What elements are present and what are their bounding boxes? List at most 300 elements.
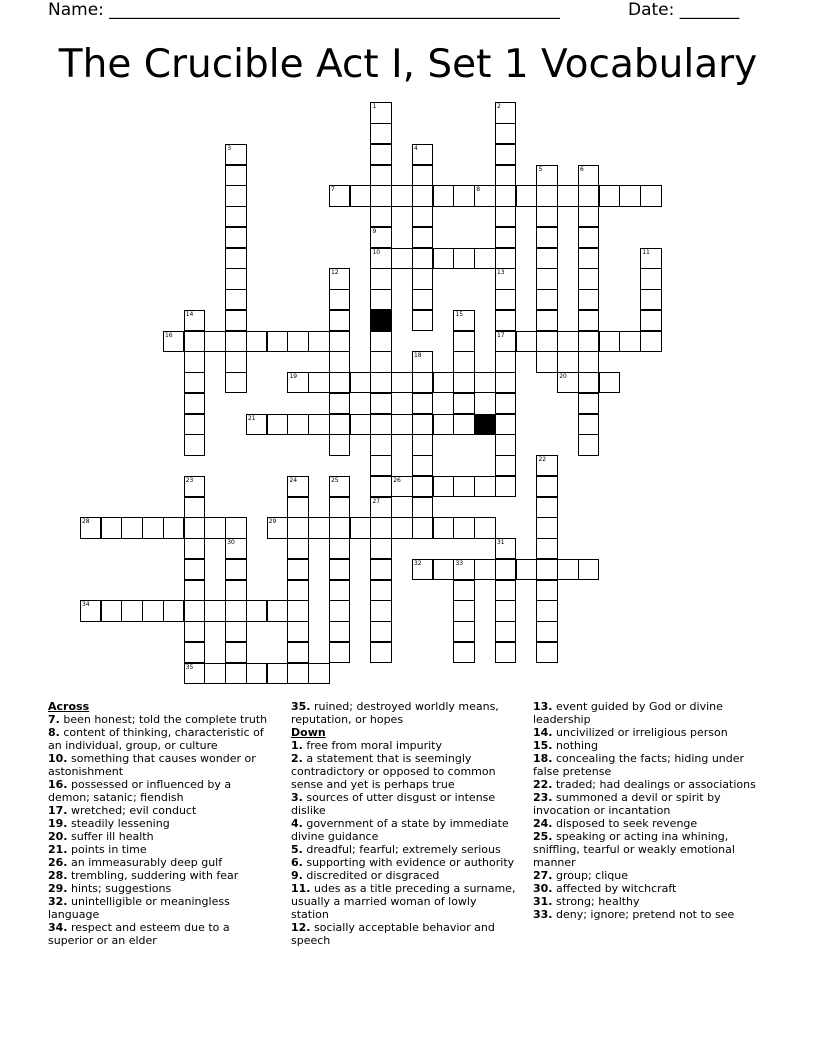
grid-cell[interactable] [453,517,474,538]
grid-cell[interactable] [495,393,516,414]
clue-item [291,921,517,947]
grid-cell[interactable] [225,517,246,538]
grid-cell[interactable] [495,144,516,165]
grid-cell[interactable] [433,517,454,538]
grid-cell[interactable] [578,227,599,248]
grid-cell[interactable] [495,372,516,393]
grid-cell[interactable] [184,642,205,663]
grid-cell[interactable] [308,663,329,684]
grid-cell[interactable] [474,517,495,538]
grid-cell[interactable] [370,580,391,601]
grid-cell[interactable] [370,476,391,497]
clue-item-number: 1. [291,739,303,752]
grid-cell[interactable] [184,497,205,518]
grid-cell[interactable] [453,580,474,601]
grid-cell[interactable] [287,331,308,352]
grid-cell[interactable] [287,538,308,559]
grid-cell[interactable] [225,642,246,663]
grid-cell[interactable] [204,331,225,352]
grid-cell[interactable] [412,476,433,497]
grid-cell[interactable] [495,248,516,269]
grid-cell[interactable] [536,538,557,559]
grid-cell[interactable] [329,434,350,455]
clue-item [48,882,276,895]
grid-cell[interactable] [578,165,599,186]
grid-cell[interactable] [308,414,329,435]
grid-cell[interactable] [412,372,433,393]
grid-cell[interactable] [101,600,122,621]
grid-cell[interactable] [412,351,433,372]
grid-cell[interactable] [433,372,454,393]
grid-cell[interactable] [412,206,433,227]
grid-cell[interactable] [495,206,516,227]
grid-cell[interactable] [474,248,495,269]
grid-cell[interactable] [308,517,329,538]
grid-cell[interactable] [578,351,599,372]
grid-cell[interactable] [412,497,433,518]
grid-cell[interactable] [329,372,350,393]
grid-cell[interactable] [536,289,557,310]
grid-cell[interactable] [412,248,433,269]
grid-cell[interactable] [225,310,246,331]
grid-cell[interactable] [370,559,391,580]
grid-cell[interactable] [225,268,246,289]
grid-cell[interactable] [495,580,516,601]
grid-cell[interactable] [599,331,620,352]
grid-cell[interactable] [184,517,205,538]
grid-cell[interactable] [495,310,516,331]
grid-cell[interactable] [163,600,184,621]
grid-cell[interactable] [433,559,454,580]
grid-cell[interactable] [370,289,391,310]
grid-cell[interactable] [184,538,205,559]
grid-cell[interactable] [329,185,350,206]
grid-cell[interactable] [287,580,308,601]
grid-cell[interactable] [225,559,246,580]
grid-cell[interactable] [204,600,225,621]
grid-cell[interactable] [225,600,246,621]
grid-cell[interactable] [329,393,350,414]
grid-cell[interactable] [474,559,495,580]
clue-item-text: unintelligible or meaningless language [48,895,230,921]
grid-cell[interactable] [453,414,474,435]
grid-cell[interactable] [370,621,391,642]
grid-cell[interactable] [184,621,205,642]
clue-item-number: 23. [533,791,553,804]
grid-cell[interactable] [350,517,371,538]
grid-cell[interactable] [204,663,225,684]
grid-cell[interactable] [536,227,557,248]
grid-cell[interactable] [350,414,371,435]
grid-cell[interactable] [267,331,288,352]
clue-item-number: 9. [291,869,303,882]
grid-cell[interactable] [329,559,350,580]
grid-cell[interactable] [225,206,246,227]
grid-cell[interactable] [225,248,246,269]
grid-cell[interactable] [619,185,640,206]
clue-item-number: 21. [48,843,68,856]
grid-cell[interactable] [287,476,308,497]
grid-cell[interactable] [453,642,474,663]
grid-cell[interactable] [225,538,246,559]
grid-cell[interactable] [163,517,184,538]
clue-item [48,856,276,869]
grid-cell[interactable] [578,434,599,455]
grid-cell[interactable] [474,185,495,206]
clue-item [291,869,517,882]
grid-cell[interactable] [412,559,433,580]
date-line[interactable]: _______ [679,0,740,20]
clue-number: 33 [455,559,464,567]
down-heading: Down [291,726,326,739]
grid-cell[interactable] [225,185,246,206]
clue-number: 27 [372,497,381,505]
grid-cell[interactable] [370,123,391,144]
grid-cell[interactable] [370,600,391,621]
grid-cell[interactable] [184,310,205,331]
grid-cell[interactable] [516,559,537,580]
grid-cell[interactable] [495,414,516,435]
grid-cell[interactable] [184,393,205,414]
grid-cell[interactable] [163,331,184,352]
grid-cell[interactable] [578,289,599,310]
grid-cell[interactable] [246,331,267,352]
grid-cell[interactable] [536,559,557,580]
grid-cell[interactable] [433,476,454,497]
grid-cell[interactable] [536,642,557,663]
grid-cell[interactable] [287,372,308,393]
grid-cell[interactable] [370,517,391,538]
grid-cell[interactable] [536,268,557,289]
grid-cell[interactable] [225,227,246,248]
grid-cell[interactable] [329,580,350,601]
grid-cell[interactable] [578,414,599,435]
grid-cell[interactable] [433,185,454,206]
grid-cell[interactable] [184,372,205,393]
grid-cell[interactable] [329,289,350,310]
grid-cell[interactable] [329,600,350,621]
grid-cell[interactable] [495,185,516,206]
grid-cell[interactable] [225,289,246,310]
clue-item-text: discredited or disgraced [302,869,440,882]
grid-cell[interactable] [329,331,350,352]
grid-cell[interactable] [184,580,205,601]
grid-cell[interactable] [495,455,516,476]
grid-cell[interactable] [495,331,516,352]
grid-cell[interactable] [412,517,433,538]
grid-cell[interactable] [225,621,246,642]
grid-cell[interactable] [225,372,246,393]
clue-item [48,713,276,726]
grid-cell[interactable] [412,227,433,248]
grid-cell[interactable] [391,414,412,435]
grid-cell[interactable] [536,248,557,269]
grid-cell[interactable] [495,538,516,559]
clue-item-number: 35. [291,700,311,713]
grid-cell[interactable] [433,414,454,435]
grid-cell[interactable] [495,289,516,310]
grid-cell[interactable] [536,476,557,497]
grid-cell[interactable] [329,414,350,435]
grid-cell[interactable] [495,434,516,455]
clue-item-text: hints; suggestions [67,882,172,895]
grid-cell[interactable] [578,559,599,580]
grid-cell[interactable] [474,372,495,393]
grid-cell[interactable] [536,621,557,642]
grid-cell[interactable] [370,434,391,455]
clues-column-1 [48,700,276,947]
grid-cell[interactable] [370,414,391,435]
grid-cell[interactable] [536,165,557,186]
grid-cell[interactable] [433,248,454,269]
grid-cell[interactable] [495,102,516,123]
grid-cell[interactable] [184,559,205,580]
grid-cell[interactable] [329,642,350,663]
grid-cell[interactable] [391,248,412,269]
grid-cell[interactable] [308,372,329,393]
grid-cell[interactable] [412,144,433,165]
grid-cell[interactable] [516,185,537,206]
grid-cell[interactable] [287,600,308,621]
grid-cell[interactable] [329,268,350,289]
grid-cell[interactable] [370,497,391,518]
grid-cell[interactable] [267,414,288,435]
grid-cell[interactable] [204,517,225,538]
grid-cell[interactable] [370,227,391,248]
clue-item [48,752,276,778]
grid-cell[interactable] [557,372,578,393]
name-line[interactable]: _____________________________________________________ [109,0,560,20]
clue-item-text: suffer ill health [67,830,154,843]
grid-cell[interactable] [495,123,516,144]
grid-cell[interactable] [495,621,516,642]
grid-cell[interactable] [391,372,412,393]
grid-cell[interactable] [578,372,599,393]
grid-cell[interactable] [495,268,516,289]
grid-cell[interactable] [578,248,599,269]
grid-cell[interactable] [370,331,391,352]
grid-cell[interactable] [121,600,142,621]
grid-cell[interactable] [350,372,371,393]
grid-cell[interactable] [329,621,350,642]
grid-cell[interactable] [287,559,308,580]
grid-cell[interactable] [640,248,661,269]
clue-item [291,882,517,921]
clue-item [533,739,765,752]
grid-cell[interactable] [225,580,246,601]
grid-cell[interactable] [329,310,350,331]
grid-cell[interactable] [495,559,516,580]
grid-cell[interactable] [453,310,474,331]
grid-cell[interactable] [225,351,246,372]
grid-cell[interactable] [453,600,474,621]
grid-cell[interactable] [329,517,350,538]
grid-cell[interactable] [495,165,516,186]
grid-cell[interactable] [370,372,391,393]
grid-cell[interactable] [184,476,205,497]
grid-cell[interactable] [184,663,205,684]
grid-cell[interactable] [536,351,557,372]
grid-cell[interactable] [370,455,391,476]
grid-cell[interactable] [329,538,350,559]
grid-cell[interactable] [350,185,371,206]
grid-cell[interactable] [578,268,599,289]
clue-item-text: deny; ignore; pretend not to see [552,908,735,921]
grid-cell[interactable] [184,600,205,621]
grid-cell[interactable] [495,351,516,372]
grid-cell[interactable] [412,393,433,414]
grid-cell[interactable] [453,372,474,393]
grid-cell[interactable] [287,663,308,684]
grid-cell[interactable] [370,351,391,372]
grid-cell[interactable] [225,331,246,352]
grid-cell[interactable] [453,331,474,352]
grid-cell[interactable] [453,185,474,206]
grid-cell[interactable] [287,497,308,518]
grid-cell[interactable] [536,517,557,538]
grid-cell[interactable] [246,414,267,435]
grid-cell[interactable] [453,621,474,642]
grid-cell[interactable] [640,289,661,310]
grid-cell[interactable] [495,600,516,621]
grid-cell[interactable] [453,393,474,414]
grid-cell[interactable] [453,476,474,497]
grid-cell[interactable] [412,289,433,310]
grid-cell[interactable] [391,476,412,497]
grid-cell[interactable] [370,144,391,165]
grid-cell[interactable] [287,621,308,642]
clue-number: 3 [227,144,232,152]
grid-cell[interactable] [495,227,516,248]
grid-cell[interactable] [80,600,101,621]
grid-cell[interactable] [640,310,661,331]
grid-cell[interactable] [184,434,205,455]
grid-cell[interactable] [536,331,557,352]
grid-cell[interactable] [412,434,433,455]
grid-cell[interactable] [287,414,308,435]
grid-cell[interactable] [246,600,267,621]
grid-cell[interactable] [536,580,557,601]
grid-cell[interactable] [412,455,433,476]
grid-cell[interactable] [184,351,205,372]
grid-cell[interactable] [246,663,267,684]
grid-cell[interactable] [267,600,288,621]
grid-cell[interactable] [287,517,308,538]
grid-cell[interactable] [370,538,391,559]
grid-cell[interactable] [184,414,205,435]
grid-cell[interactable] [453,559,474,580]
grid-cell[interactable] [599,372,620,393]
grid-cell[interactable] [578,393,599,414]
grid-cell[interactable] [412,414,433,435]
grid-cell[interactable] [142,600,163,621]
clue-item-number: 4. [291,817,303,830]
grid-cell[interactable] [391,517,412,538]
clue-item-number: 2. [291,752,303,765]
grid-cell[interactable] [412,268,433,289]
grid-cell[interactable] [370,185,391,206]
grid-cell[interactable] [536,310,557,331]
grid-cell[interactable] [557,331,578,352]
grid-cell[interactable] [287,642,308,663]
grid-cell[interactable] [557,185,578,206]
clue-number: 16 [164,331,173,339]
clue-item [48,804,276,817]
grid-cell[interactable] [474,476,495,497]
grid-cell[interactable] [412,185,433,206]
grid-cell[interactable] [412,165,433,186]
clue-item-text: summoned a devil or spirit by invocation or incantation [533,791,721,817]
clue-item [533,869,765,882]
grid-cell[interactable] [536,206,557,227]
grid-cell[interactable] [578,310,599,331]
grid-cell[interactable] [495,476,516,497]
grid-cell[interactable] [536,600,557,621]
grid-cell[interactable] [640,331,661,352]
grid-cell[interactable] [370,642,391,663]
grid-cell[interactable] [578,206,599,227]
clue-number: 5 [538,165,543,173]
grid-cell[interactable] [536,497,557,518]
grid-cell[interactable] [536,185,557,206]
grid-cell[interactable] [121,517,142,538]
grid-cell[interactable] [453,248,474,269]
grid-cell[interactable] [370,165,391,186]
grid-cell[interactable] [184,331,205,352]
grid-cell[interactable] [557,559,578,580]
grid-cell[interactable] [80,517,101,538]
grid-cell[interactable] [370,206,391,227]
grid-cell[interactable] [308,331,329,352]
clue-item-number: 32. [48,895,68,908]
clue-number: 20 [559,373,567,380]
across-clue-list-continued [291,700,517,726]
grid-cell[interactable] [329,476,350,497]
grid-cell[interactable] [391,185,412,206]
grid-cell[interactable] [329,351,350,372]
grid-cell[interactable] [225,144,246,165]
grid-cell[interactable] [640,268,661,289]
grid-cell[interactable] [640,185,661,206]
grid-cell[interactable] [412,310,433,331]
clue-item [291,700,517,726]
grid-cell[interactable] [225,165,246,186]
grid-cell[interactable] [225,663,246,684]
grid-cell[interactable] [536,455,557,476]
grid-cell[interactable] [370,393,391,414]
grid-cell[interactable] [267,517,288,538]
clue-item-text: concealing the facts; hiding under false pretense [533,752,745,778]
grid-cell[interactable] [578,185,599,206]
grid-cell[interactable] [370,268,391,289]
grid-cell[interactable] [142,517,163,538]
grid-cell[interactable] [267,663,288,684]
grid-cell[interactable] [370,102,391,123]
clue-item-text: an immeasurably deep gulf [67,856,223,869]
grid-cell[interactable] [516,331,537,352]
clue-item-number: 5. [291,843,303,856]
clue-number: 17 [496,331,505,339]
grid-cell[interactable] [599,185,620,206]
grid-cell[interactable] [578,331,599,352]
grid-cell[interactable] [495,642,516,663]
grid-cell[interactable] [619,331,640,352]
grid-cell[interactable] [329,497,350,518]
clue-number: 10 [372,248,381,256]
grid-cell[interactable] [370,248,391,269]
grid-cell[interactable] [101,517,122,538]
grid-cell[interactable] [453,351,474,372]
